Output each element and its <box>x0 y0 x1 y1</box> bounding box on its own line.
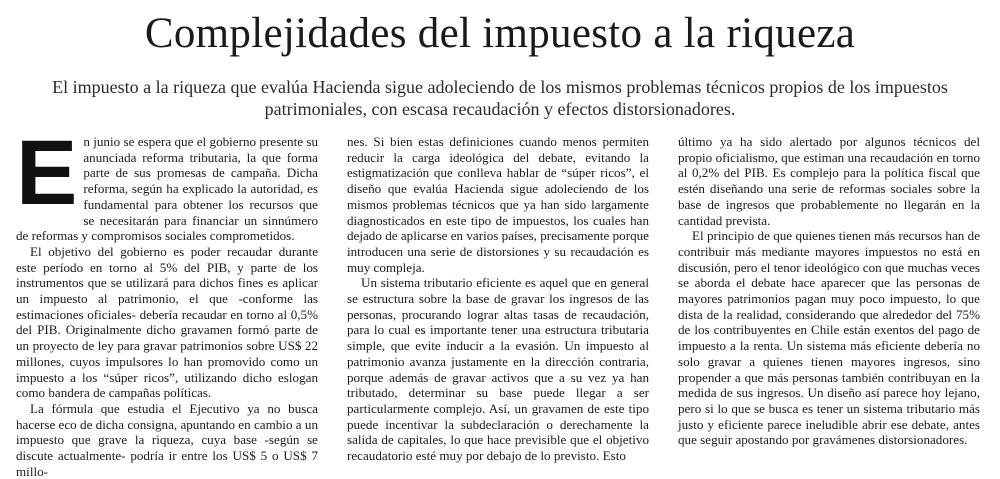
paragraph: El objetivo del gobierno es poder recaudar durante este período en torno al 5% del PIB, y parte de los instrumentos que se utilizará para dichos fines es aplicar un impuesto al patrimonio, el que -conforme las estimaciones oficiales- debería recaudar en torno al 0,5% del PIB. Originalmente dicho gravamen formó parte de un proyecto de ley para gravar patrimonios sobre US$ 22 millones, cuyos impulsores lo han promovido como un impuesto a los “súper ricos”, utilizando dicho eslogan como bandera de campañas políticas. <box>16 243 318 401</box>
paragraph: La fórmula que estudia el Ejecutivo ya no busca hacerse eco de dicha consigna, apuntando en cambio a un impuesto que grave la riqueza, cuya base -según se discute actualmente- podría ir entre los US$ 5 o US$ 7 millo- <box>16 400 318 479</box>
article-column-2 <box>347 134 649 464</box>
paragraph: último ya ha sido alertado por algunos técnicos del propio oficialismo, que estiman una recaudación en torno al 0,2% del PIB. Es complejo para la política fiscal que estén diseñando una serie de reformas sociales sobre la base de ingresos que probablemente no llegarán en la cantidad prevista. <box>678 134 980 228</box>
deck-subtitle: El impuesto a la riqueza que evalúa Hacienda sigue adoleciendo de los mismos problemas técnicos propios de los impuestos patrimoniales, con escasa recaudación y efectos distorsionadores. <box>52 77 948 119</box>
article-column-1 <box>16 122 318 479</box>
paragraph: El principio de que quienes tienen más recursos han de contribuir más mediante mayores impuestos no está en discusión, pero el tenor ideológico con que muchas veces se aborda el debate hace aparecer que las personas de mayores patrimonios pagan muy poco impuesto, lo que dista de la realidad, considerando que alrededor del 75% de los contribuyentes en Chile están exentos del pago de impuesto a la renta. Un sistema más eficiente debería no solo gravar a quienes tienen mayores ingresos, sino propender a que más personas también contribuyan en la medida de sus ingresos. Un diseño así parece hoy lejano, pero si lo que se busca es tener un sistema tributario más justo y eficiente parece ineludible abrir ese debate, antes que seguir apostando por gravámenes distorsionadores. <box>678 228 980 448</box>
article-column-3 <box>678 134 980 460</box>
drop-cap: E <box>16 122 78 224</box>
headline: Complejidades del impuesto a la riqueza <box>144 10 856 57</box>
paragraph: n junio se espera que el gobierno presente su anunciada reforma tributaria, la que forma parte de sus promesas de campaña. Dicha reforma, según ha explicado la autoridad, es fundamental para obtener los recursos que se necesitarán para financiar un sinnúmero de reformas y compromisos sociales comprometidos. <box>16 134 318 244</box>
paragraph: Un sistema tributario eficiente es aquel que en general se estructura sobre la base de gravar los ingresos de las personas, procurando lograr altas tasas de recaudación, para lo cual es importante tener una estructura tributaria simple, que evite inducir a la evasión. Un impuesto al patrimonio avanza justamente en la dirección contraria, porque además de gravar activos que a su vez ya han tributado, determinar su base puede llegar a ser particularmente complejo. Así, un gravamen de este tipo puede incentivar la subdeclaración o derechamente la salida de capitales, lo que hace previsible que el objetivo recaudatorio esté muy por debajo de lo previsto. Esto <box>347 275 649 464</box>
paragraph: nes. Si bien estas definiciones cuando menos permiten reducir la carga ideológica del debate, evitando la estigmatización que conlleva hablar de “súper ricos”, el diseño que evalúa Hacienda sigue adoleciendo de los mismos problemas técnicos que ya han sido largamente diagnosticados en este tipo de impuestos, los cuales han dejado de aplicarse en varios países, precisamente porque introducen una serie de distorsiones y su recaudación es muy compleja. <box>347 134 649 275</box>
